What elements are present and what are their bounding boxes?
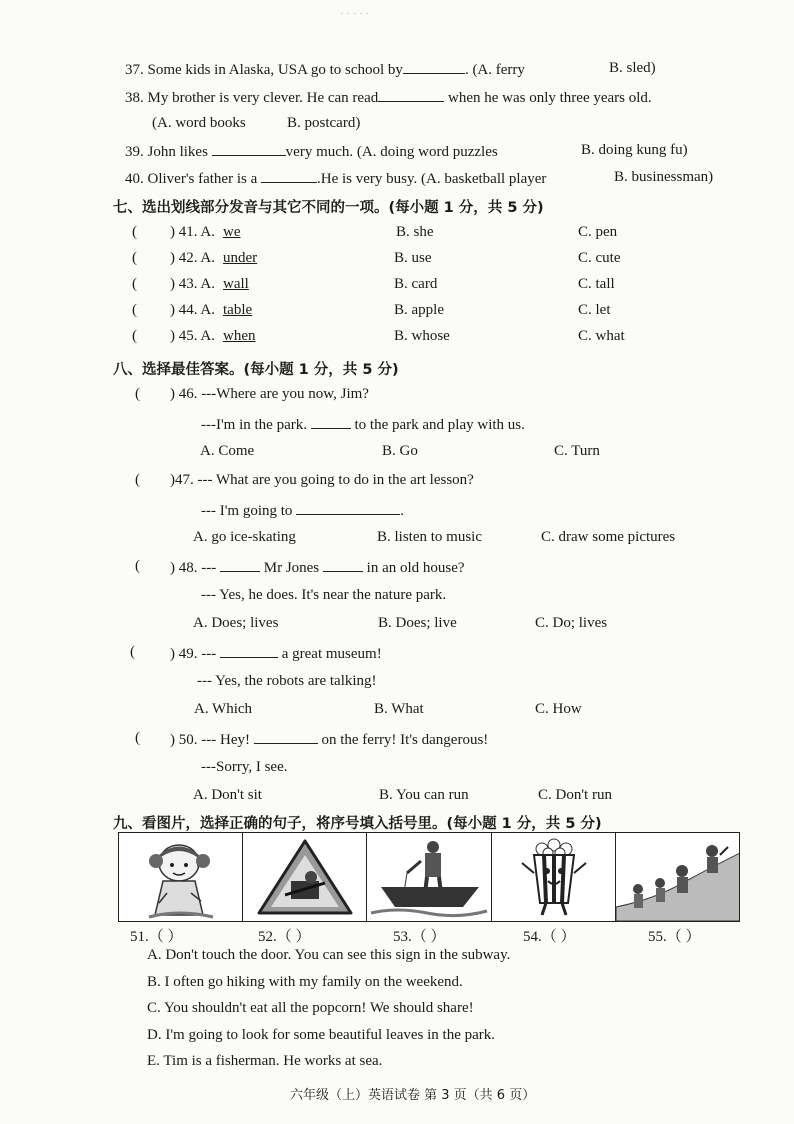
q43-a: wall [223,276,249,292]
q41-num: ) 41. A. [170,224,215,240]
q42-b: B. use [394,250,432,266]
q49-question [170,644,382,663]
sentence-c: C. You shouldn't eat all the popcorn! We should share! [147,1000,474,1016]
q50-question [170,730,488,749]
q49-blank[interactable] [220,644,278,658]
q41-paren[interactable]: ( [132,224,137,240]
q47-a-pre: --- I'm going to [201,503,293,519]
sentence-e: E. Tim is a fisherman. He works at sea. [147,1053,383,1069]
sentence-a: A. Don't touch the door. You can see this sign in the subway. [147,947,511,963]
q45-paren[interactable]: ( [132,328,137,344]
q47-opt-c: C. draw some pictures [541,529,676,545]
q50-blank[interactable] [254,730,318,744]
q49-opt-c: C. How [535,701,582,717]
q48-opt-c: C. Do; lives [535,615,608,631]
q37-blank[interactable] [403,60,465,74]
q49-answer: --- Yes, the robots are talking! [197,673,377,689]
q48-q-mid: Mr Jones [263,560,320,576]
q48-answer: --- Yes, he does. It's near the nature park. [201,587,447,603]
label-53[interactable]: 53.（ ） [393,929,446,945]
q39-blank[interactable] [212,142,286,156]
q49-opt-b: B. What [374,701,424,717]
q44-c: C. let [578,302,611,318]
q50-q-post: on the ferry! It's dangerous! [321,732,489,748]
q47-opt-b: B. listen to music [377,529,482,545]
question-38 [125,88,652,107]
q48-q-pre: ) 48. --- [170,560,217,576]
q46-question: ) 46. ---Where are you now, Jim? [170,386,369,402]
q48-opt-a: A. Does; lives [193,615,279,631]
q39-post: very much. (A. doing word puzzles [285,144,498,160]
question-40 [125,169,546,188]
q47-question: )47. --- What are you going to do in the art lesson? [170,472,474,488]
sentence-d: D. I'm going to look for some beautiful leaves in the park. [147,1027,496,1043]
q47-blank[interactable] [296,501,400,515]
q46-paren[interactable]: ( [135,386,140,402]
q47-paren[interactable]: ( [135,472,140,488]
label-52[interactable]: 52.（ ） [258,929,311,945]
section-9-title: 九、看图片，选择正确的句子，将序号填入括号里。(每小题 1 分，共 5 分) [113,816,602,832]
q49-q-pre: ) 49. --- [170,646,217,662]
q50-opt-b: B. You can run [379,787,469,803]
q48-blank-2[interactable] [323,558,363,572]
picture-row [118,832,740,922]
q37-text: 37. Some kids in Alaska, USA go to school by [125,62,403,78]
q50-opt-a: A. Don't sit [193,787,262,803]
q38-blank[interactable] [378,88,444,102]
q48-q-post: in an old house? [366,560,465,576]
q40-post: .He is very busy. (A. basketball player [317,171,547,187]
no-touch-sign-icon [243,833,367,921]
question-37 [125,60,525,79]
page-footer: 六年级（上）英语试卷 第 3 页（共 6 页） [290,1088,536,1103]
section-8-title: 八、选择最佳答案。(每小题 1 分，共 5 分) [113,362,399,378]
q38-rest: when he was only three years old. [448,90,652,106]
q46-opt-b: B. Go [382,443,418,459]
q46-a-post: to the park and play with us. [354,417,525,433]
q43-b: B. card [394,276,438,292]
q43-c: C. tall [578,276,615,292]
sentence-b: B. I often go hiking with my family on the weekend. [147,974,463,990]
q38-text: 38. My brother is very clever. He can read [125,90,379,106]
q46-answer [201,415,525,434]
q48-opt-b: B. Does; live [378,615,457,631]
label-51[interactable]: 51.（ ） [130,929,183,945]
q42-num: ) 42. A. [170,250,215,266]
header-mark: · · · · · [340,8,370,20]
q48-blank-1[interactable] [220,558,260,572]
q50-paren[interactable]: ( [135,730,140,746]
q41-a: we [223,224,241,240]
fisherman-boat-icon [367,833,491,921]
q40-opt-b: B. businessman) [614,169,714,185]
q50-q-pre: ) 50. --- Hey! [170,732,250,748]
q46-blank[interactable] [311,415,351,429]
q44-a: table [223,302,253,318]
q42-paren[interactable]: ( [132,250,137,266]
q41-b: B. she [396,224,434,240]
q47-answer: --- I'm going to . [201,503,404,519]
q41-c: C. pen [578,224,618,240]
q39-opt-b: B. doing kung fu) [581,142,688,158]
q44-num: ) 44. A. [170,302,215,318]
q46-opt-c: C. Turn [554,443,600,459]
q37-opt-a: . (A. ferry [464,62,525,78]
section-7-title: 七、选出划线部分发音与其它不同的一项。(每小题 1 分，共 5 分) [113,200,544,216]
label-55[interactable]: 55.（ ） [648,929,701,945]
q44-paren[interactable]: ( [132,302,137,318]
hiking-family-icon [616,833,739,921]
q49-opt-a: A. Which [194,701,253,717]
q40-pre: 40. Oliver's father is a [125,171,258,187]
q38-opt-b: B. postcard) [287,115,361,131]
q49-paren[interactable]: ( [130,644,135,660]
q48-paren[interactable]: ( [135,558,140,574]
q47-opt-a: A. go ice-skating [193,529,296,545]
question-39 [125,142,498,161]
q40-blank[interactable] [261,169,317,183]
q46-opt-a: A. Come [200,443,255,459]
q38-opt-a: (A. word books [152,115,246,131]
label-54[interactable]: 54.（ ） [523,929,576,945]
q45-a: when [223,328,256,344]
girl-icon [119,833,243,921]
q45-c: C. what [578,328,625,344]
q46-a-pre: ---I'm in the park. [201,417,307,433]
q45-b: B. whose [394,328,450,344]
q50-opt-c: C. Don't run [538,787,612,803]
popcorn-icon [492,833,616,921]
q45-num: ) 45. A. [170,328,215,344]
q42-a: under [223,250,258,266]
q43-num: ) 43. A. [170,276,215,292]
q50-answer: ---Sorry, I see. [201,759,288,775]
q48-question [170,558,465,577]
q42-c: C. cute [578,250,621,266]
q49-q-post: a great museum! [281,646,382,662]
q39-pre: 39. John likes [125,144,208,160]
q43-paren[interactable]: ( [132,276,137,292]
q44-b: B. apple [394,302,444,318]
q37-opt-b: B. sled) [609,60,656,76]
